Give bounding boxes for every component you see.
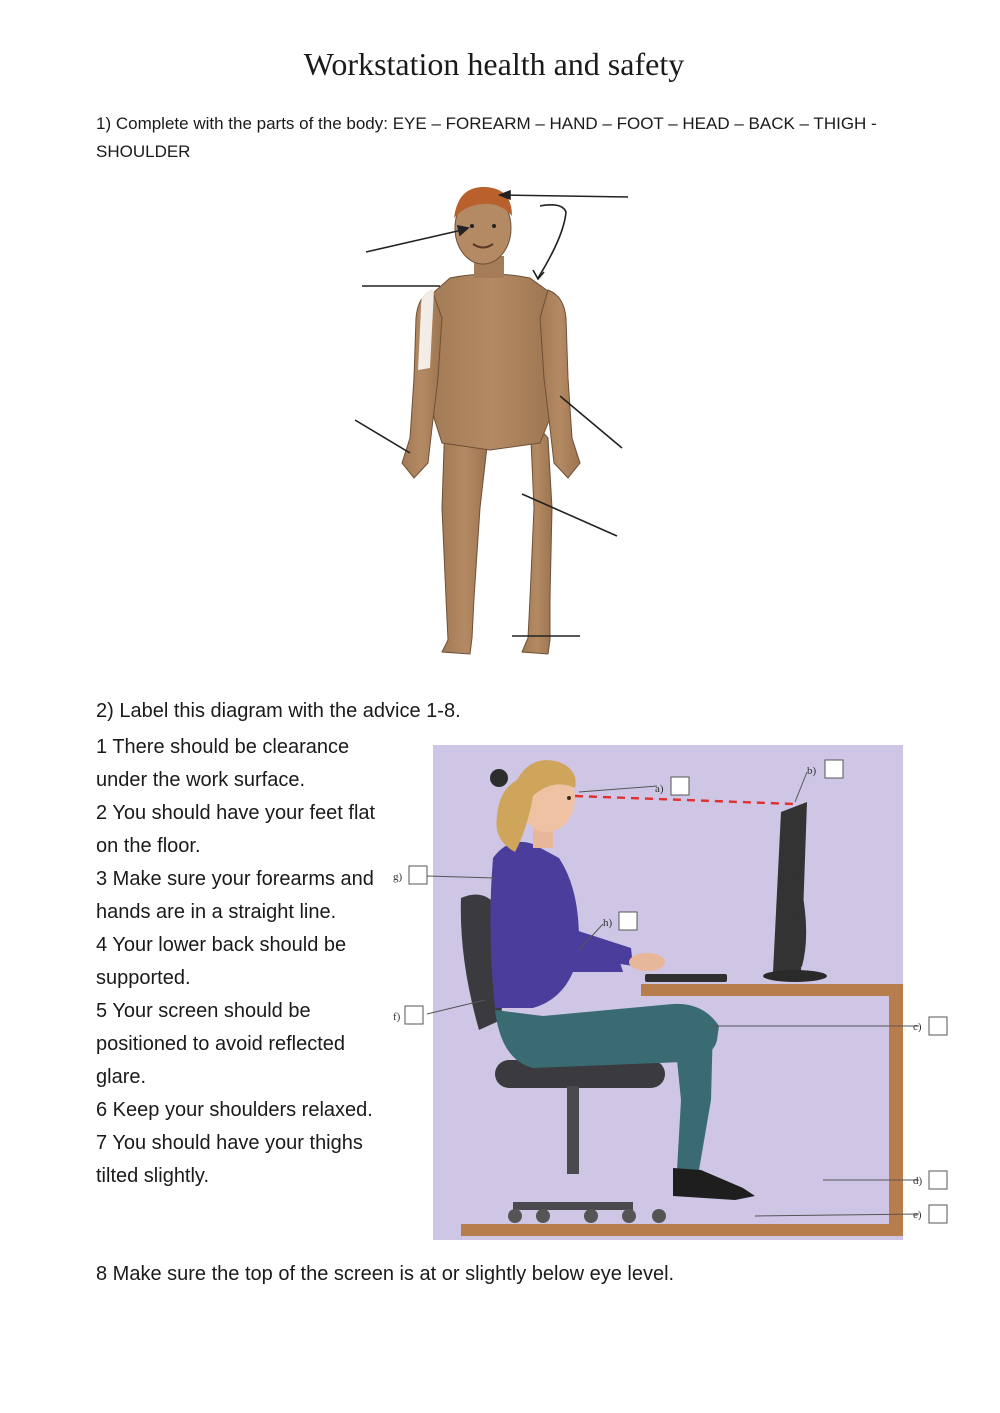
keyboard (645, 974, 727, 982)
box-label-a: a) (655, 783, 664, 795)
desk-top (641, 984, 903, 996)
advice-item-8: 8 Make sure the top of the screen is at or slightly below eye level. (96, 1263, 675, 1285)
answer-box-c[interactable] (913, 1017, 947, 1035)
box-label-g: g) (393, 871, 403, 883)
answer-box-d[interactable] (913, 1171, 947, 1189)
advice-item-4: 4 Your lower back should be supported. (96, 934, 347, 989)
box-label-f: f) (393, 1011, 401, 1023)
human-figure (402, 187, 580, 654)
box-label-d: d) (913, 1175, 923, 1187)
advice-item-2: 2 You should have your feet flat on the floor. (96, 802, 376, 857)
answer-box-f[interactable] (393, 1006, 423, 1024)
desk-side (889, 984, 903, 1234)
body-diagram (330, 178, 650, 668)
advice-item-3: 3 Make sure your forearms and hands are in a straight line. (96, 868, 374, 923)
advice-item-6: 6 Keep your shoulders relaxed. (96, 1099, 373, 1121)
advice-item-5: 5 Your screen should be positioned to avoid reflected glare. (96, 1000, 346, 1088)
advice-item-7: 7 You should have your thighs tilted slightly. (96, 1132, 363, 1187)
box-label-c: c) (913, 1021, 922, 1033)
answer-box-g[interactable] (393, 866, 427, 884)
page-title: Workstation health and safety (303, 46, 685, 82)
box-label-e: e) (913, 1209, 922, 1221)
box-label-h: h) (603, 917, 613, 929)
advice-item-1: 1 There should be clearance under the work surface. (96, 736, 350, 791)
answer-box-e[interactable] (913, 1205, 947, 1223)
floor (461, 1224, 903, 1236)
exercise-2-instruction: 2) Label this diagram with the advice 1-8. (96, 700, 461, 722)
box-label-b: b) (807, 765, 817, 777)
advice-list (96, 731, 386, 1193)
workstation-diagram (383, 740, 963, 1250)
exercise-1-instruction: 1) Complete with the parts of the body: EYE – FOREARM – HAND – FOOT – HEAD – BACK – THIGH - SHOULDER (96, 114, 877, 161)
